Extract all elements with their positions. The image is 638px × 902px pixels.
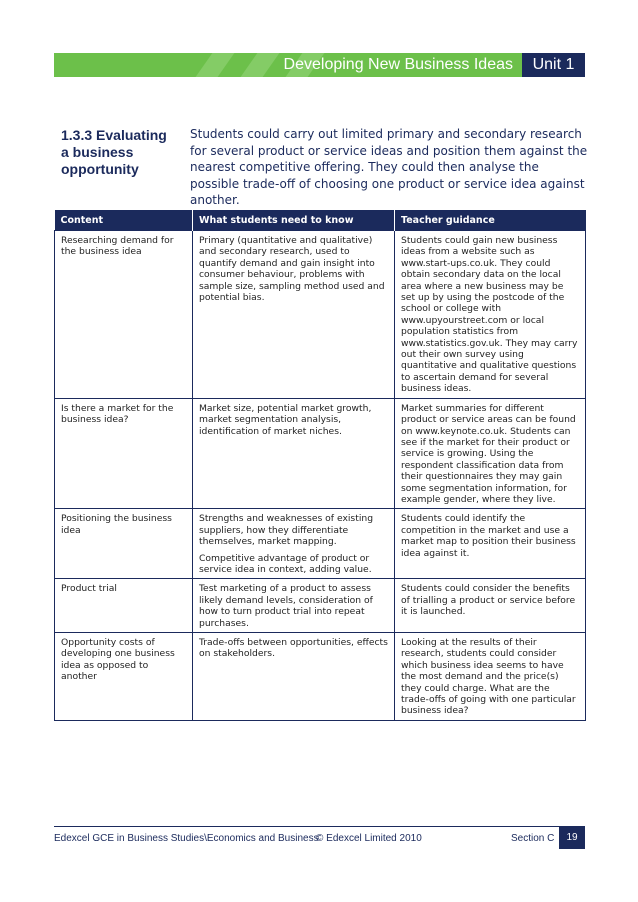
table-header-row	[55, 210, 586, 231]
guidance-cell: Students could gain new business ideas from a website such as www.start-ups.co.uk. They could obtain secondary data on the local area where a new business may be set up by using the postcode of the school or college with www.upyourstreet.com or local population statistics from www.statistics.gov.uk. They may carry out their own survey using quantitative and qualitative questions to ascertain demand for several business ideas.	[395, 231, 586, 399]
footer-copyright: © Edexcel Limited 2010	[316, 833, 422, 844]
know-cell	[193, 509, 395, 579]
page-footer	[54, 826, 585, 849]
content-cell: Product trial	[55, 579, 193, 633]
banner-stripe	[196, 53, 235, 77]
know-cell	[193, 579, 395, 633]
know-cell	[193, 398, 395, 509]
table-row	[55, 509, 586, 579]
table-row	[55, 633, 586, 721]
unit-badge: Unit 1	[522, 53, 585, 77]
know-paragraph: Competitive advantage of product or service idea in context, adding value.	[199, 552, 372, 575]
content-table	[54, 210, 586, 721]
table-row	[55, 231, 586, 399]
column-header-guidance: Teacher guidance	[395, 210, 586, 231]
content-cell: Is there a market for the business idea?	[55, 398, 193, 509]
guidance-cell: Students could identify the competition in the market and use a market map to position their business idea against it.	[395, 509, 586, 579]
guidance-cell: Looking at the results of their research, students could consider which business idea seems to have the most demand and the price(s) they could charge. What are the trade-offs of going with one particular business idea?	[395, 633, 586, 721]
know-paragraph: Primary (quantitative and qualitative) and secondary research, used to quantify demand and gain insight into consumer behaviour, problems with sample size, sampling method used and potential bias.	[199, 235, 385, 304]
column-header-content: Content	[55, 210, 193, 231]
page-number: 19	[559, 827, 585, 849]
section-title: 1.3.3 Evaluating a business opportunity	[61, 127, 167, 177]
footer-section: Section C	[511, 833, 555, 844]
guidance-cell: Market summaries for different product or service areas can be found on www.keynote.co.uk. Students can see if the market for their product or service is growing. Using the respondent classification data from their questionnaires they may gain some segmentation information, for example gender, where they live.	[395, 398, 586, 509]
table-row	[55, 398, 586, 509]
know-cell	[193, 231, 395, 399]
banner-stripe	[241, 53, 280, 77]
know-paragraph: Market size, potential market growth, market segmentation analysis, identification of market niches.	[199, 402, 372, 437]
know-paragraph: Trade-offs between opportunities, effects on stakeholders.	[199, 637, 388, 660]
section-intro: Students could carry out limited primary and secondary research for several product or service ideas and position them against the nearest competitive offering. They could then analyse the possible trade-off of choosing one product or service idea against another.	[190, 127, 588, 207]
know-paragraph: Strengths and weaknesses of existing suppliers, how they differentiate themselves, market mapping.	[199, 513, 374, 548]
content-cell: Researching demand for the business idea	[55, 231, 193, 399]
know-cell	[193, 633, 395, 721]
header-banner	[54, 53, 585, 77]
table-row	[55, 579, 586, 633]
header-title: Developing New Business Ideas	[283, 56, 513, 73]
footer-publication: Edexcel GCE in Business Studies\Economics and Business	[54, 833, 319, 844]
content-cell: Positioning the business idea	[55, 509, 193, 579]
content-cell: Opportunity costs of developing one business idea as opposed to another	[55, 633, 193, 721]
know-paragraph: Test marketing of a product to assess likely demand levels, consideration of how to turn product trial into repeat purchases.	[199, 583, 373, 629]
column-header-know: What students need to know	[193, 210, 395, 231]
guidance-cell: Students could consider the benefits of trialling a product or service before it is launched.	[395, 579, 586, 633]
